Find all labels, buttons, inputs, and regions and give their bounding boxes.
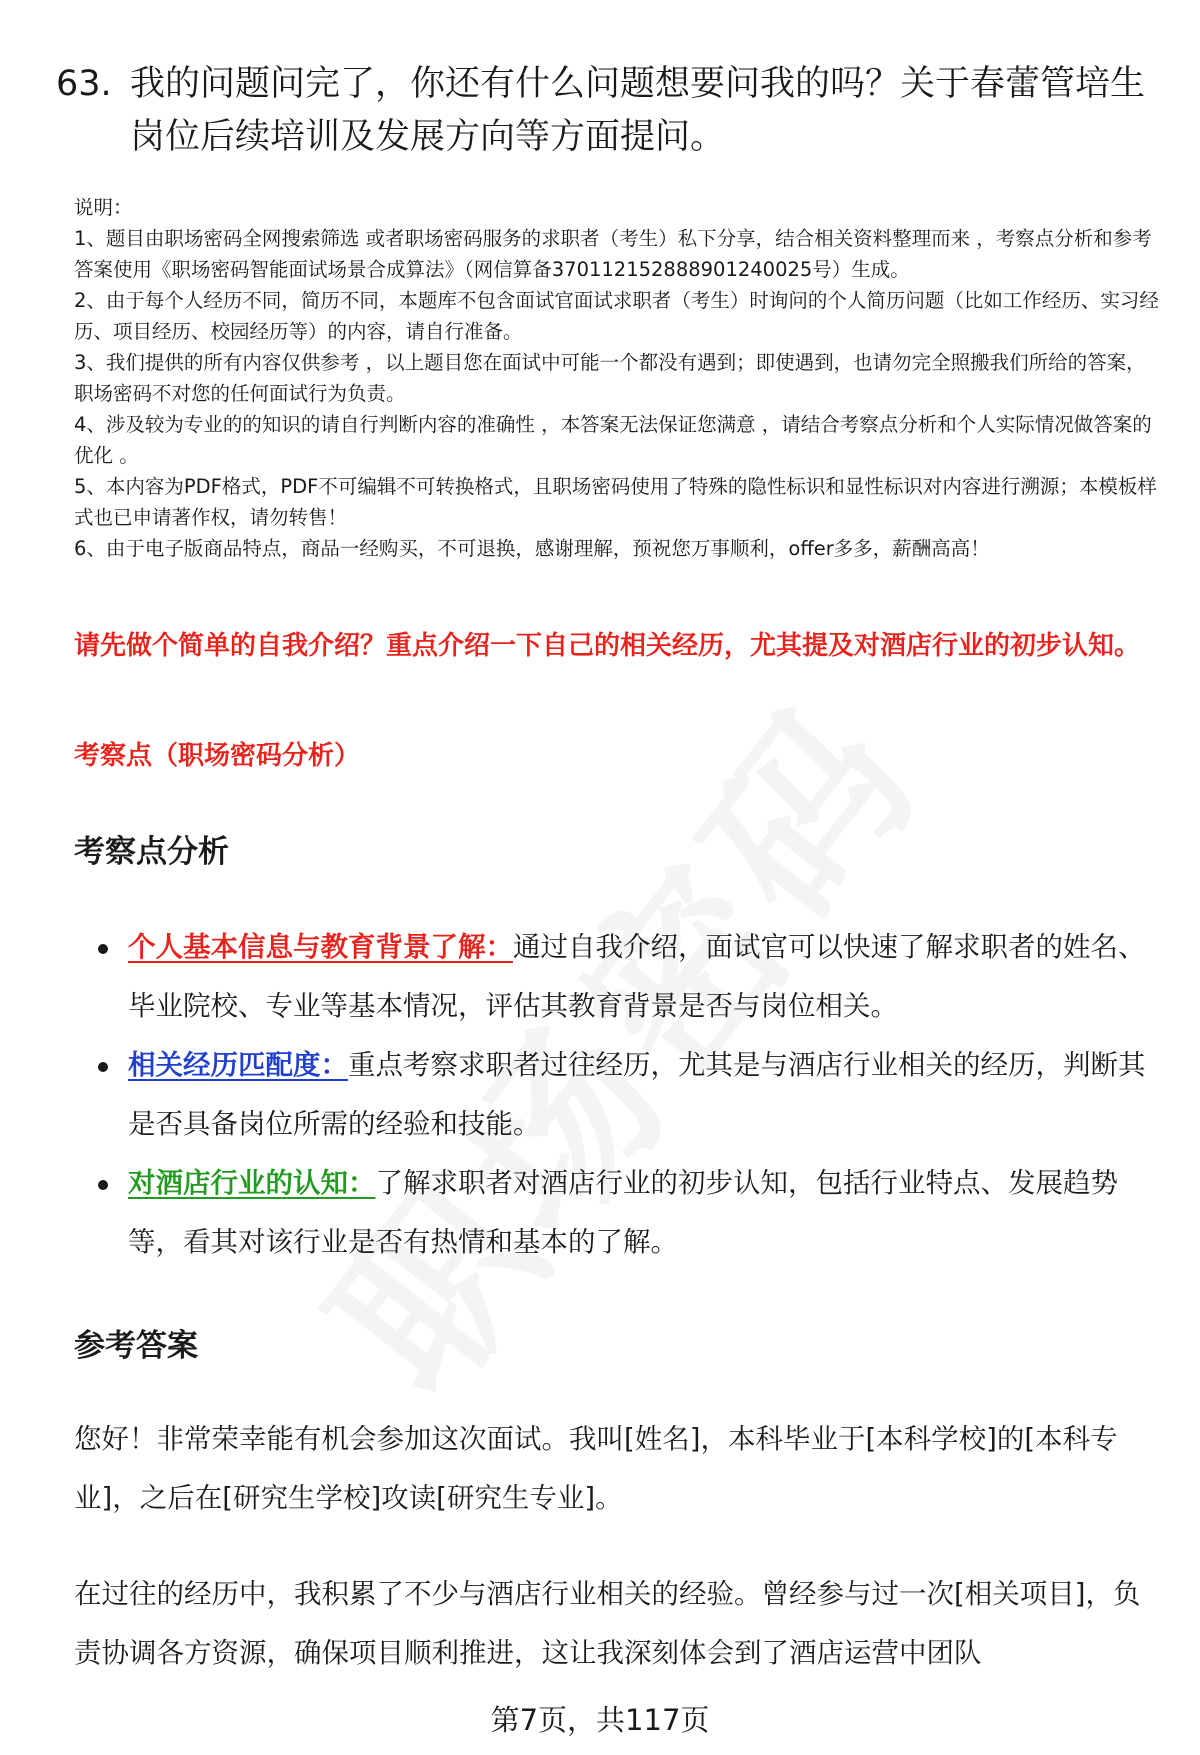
note-item: 1、题目由职场密码全网搜索筛选 或者职场密码服务的求职者（考生）私下分享，结合相关资料整理而来 ，考察点分析和参考答案使用《职场密码智能面试场景合成算法》（网信算备370112152888901240025号）生成。: [74, 227, 1152, 281]
answer-paragraph: 您好！非常荣幸能有机会参加这次面试。我叫[姓名]，本科毕业于[本科学校]的[本科专业]，之后在[研究生学校]攻读[研究生专业]。: [74, 1423, 1118, 1514]
question-text: 我的问题问完了，你还有什么问题想要问我的吗？关于春蕾管培生岗位后续培训及发展方向等方面提问。: [130, 64, 1146, 157]
list-item: [128, 918, 1168, 1036]
analysis-list: [128, 918, 1168, 1272]
note-item: 4、涉及较为专业的的知识的请自行判断内容的准确性 ，本答案无法保证您满意 ，请结合考察点分析和个人实际情况做答案的优化 。: [74, 413, 1152, 467]
answer-heading: 参考答案: [74, 1328, 198, 1364]
question-title: [56, 58, 1166, 164]
page-footer: 第7页，共117页: [490, 1703, 710, 1737]
list-item: [128, 1154, 1168, 1272]
bullet-label: 对酒店行业的认知：: [128, 1167, 376, 1199]
bullet-text: 重点考察求职者过往经历，尤其是与酒店行业相关的经历，判断其是否具备岗位所需的经验和技能。: [128, 1049, 1146, 1140]
analysis-subtitle: 考察点（职场密码分析）: [74, 741, 361, 771]
bullet-text: 了解求职者对酒店行业的初步认知，包括行业特点、发展趋势等，看其对该行业是否有热情和基本的了解。: [128, 1167, 1118, 1258]
notes-block: [74, 192, 1164, 564]
bullet-dot-icon: [98, 944, 108, 954]
list-item: [128, 1036, 1168, 1154]
bullet-dot-icon: [98, 1062, 108, 1072]
answer-paragraph: 在过往的经历中，我积累了不少与酒店行业相关的经验。曾经参与过一次[相关项目]，负责协调各方资源，确保项目顺利推进，这让我深刻体会到了酒店运营中团队: [74, 1578, 1141, 1669]
note-item: 2、由于每个人经历不同，简历不同，本题库不包含面试官面试求职者（考生）时询问的个人简历问题（比如工作经历、实习经历、项目经历、校园经历等）的内容，请自行准备。: [74, 289, 1159, 343]
bullet-dot-icon: [98, 1180, 108, 1190]
bullet-label: 相关经历匹配度：: [128, 1049, 348, 1081]
bullet-label: 个人基本信息与教育背景了解：: [128, 931, 513, 963]
interview-question: 请先做个简单的自我介绍？重点介绍一下自己的相关经历，尤其提及对酒店行业的初步认知。: [74, 631, 1141, 661]
note-item: 6、由于电子版商品特点，商品一经购买，不可退换，感谢理解，预祝您万事顺利，offer多多，薪酬高高！: [74, 537, 990, 560]
note-item: 3、我们提供的所有内容仅供参考 ，以上题目您在面试中可能一个都没有遇到；即使遇到，也请勿完全照搬我们所给的答案，职场密码不对您的任何面试行为负责。: [74, 351, 1146, 405]
notes-heading: 说明：: [74, 196, 133, 219]
note-item: 5、本内容为PDF格式，PDF不可编辑不可转换格式，且职场密码使用了特殊的隐性标识和显性标识对内容进行溯源；本模板样式也已申请著作权，请勿转售！: [74, 475, 1157, 529]
analysis-heading: 考察点分析: [74, 834, 229, 870]
bullet-text: 通过自我介绍，面试官可以快速了解求职者的姓名、毕业院校、专业等基本情况，评估其教育背景是否与岗位相关。: [128, 931, 1146, 1022]
question-number: 63.: [56, 64, 112, 104]
